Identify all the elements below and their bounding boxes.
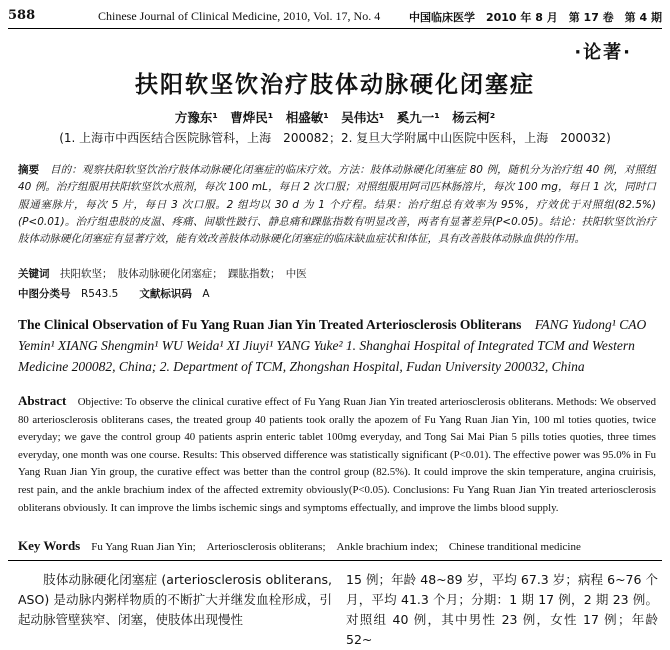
header-rule xyxy=(8,28,662,29)
abstract-rule xyxy=(8,560,662,561)
title-en-main: The Clinical Observation of Fu Yang Ruan Jian Yin Treated Arteriosclerosis Obliterans xyxy=(18,317,522,332)
body-left-text: 肢体动脉硬化闭塞症 (arteriosclerosis obliterans, ASO) 是动脉内粥样物质的不断扩大并继发血栓形成，引起动脉管壁狭窄、闭塞，使肢体出现慢性 xyxy=(18,572,332,627)
abstract-en xyxy=(18,392,656,517)
title-en-authors-affiliations: FANG Yudong¹ CAO Yemin¹ XIANG Shengmin¹ WU Weida¹ XI Jiuyi¹ YANG Yuke² 1. Shanghai Hospital of Integrated TCM and Western Medicine 200082, China; 2. Department of TCM, Zhongshan Hospital, Fudan University 200032, China xyxy=(18,317,647,374)
journal-title-cn: 中国临床医学 2010 年 8 月 第 17 卷 第 4 期 xyxy=(408,11,662,24)
doc-code-label: 文献标识码 xyxy=(139,288,192,300)
body-right-text: 15 例；年龄 48~89 岁，平均 67.3 岁；病程 6~76 个月，平均 41.3 个月；分期：1 期 17 例，2 期 23 例。对照组 40 例，其中男性 23 例，女性 17 例；年龄 52~ xyxy=(346,572,658,647)
article-title-en xyxy=(18,314,658,377)
abstract-cn-label: 摘要 xyxy=(18,164,40,176)
clc-value: R543.5 xyxy=(81,288,119,300)
article-title-cn: 扶阳软坚饮治疗肢体动脉硬化闭塞症 xyxy=(135,72,535,98)
keywords-cn-label: 关键词 xyxy=(18,268,50,280)
affiliation-cn: (1. 上海市中西医结合医院脉管科，上海 200082；2. 复旦大学附属中山医院中医科，上海 200032) xyxy=(59,131,611,145)
abstract-en-label: Abstract xyxy=(18,393,67,408)
abstract-en-text: Objective: To observe the clinical curative effect of Fu Yang Ruan Jian Yin treated arteriosclerosis obliterans. Methods: We observed 80 arteriosclerosis obliterans cases, the treated group 40 patients took orally the apozem of Fu Yang Ruan Jian Yin, 100 ml toties quoties, twice everyday; we gave the control group 40 patients asprin enteric tablet 100mg everyday, and Tong Sai Mai Pian 5 pills toties quoties, three times everyday, one month was one course. Results: This observed difference was statistically significant (P<0.01). The effective power was 95.0% in Fu Yang Ruan Jian Yin group, the curative effect was better than the control group (82.5%). It could improve the skin temperature, angina cruirisis, rest pain, and the ankle brachium index of the affected extremity obviously(P<0.05). Conclusions: Fu Yang Ruan Jian Yin treated arteriosclerosis obliterans obviously. It can improve the limbs ischemic sings and symptoms effectually, and improve the limbs blood supply. xyxy=(18,396,656,514)
keywords-cn xyxy=(18,266,307,281)
clc-label: 中图分类号 xyxy=(18,288,71,300)
abstract-cn-text: 目的：观察扶阳软坚饮治疗肢体动脉硬化闭塞症的临床疗效。方法：肢体动脉硬化闭塞症 80 例，随机分为治疗组 40 例，对照组 40 例。治疗组服用扶阳软坚饮水煎剂，每次 100 mL，每日 2 次口服；对照组服用阿司匹林肠溶片，每次 100 mg，每日 1 次，同时口服通塞脉片，每次 5 片，每日 3 次口服。2 组均以 30 d 为 1 个疗程。结果：治疗组总有效率为 95%，疗效优于对照组(82.5%)(P<0.01)。治疗组患肢的皮温、疼痛、间歇性跛行、静息痛和踝肱指数有明显改善，两者有显著差异(P<0.05)。结论：扶阳软坚饮治疗肢体动脉硬化闭塞症有显著疗效，能有效改善肢体动脉硬化闭塞症的临床缺血症状和体征，具有改善肢体动脉血供的作用。 xyxy=(18,164,657,246)
body-column-right xyxy=(346,570,658,650)
body-column-left xyxy=(18,570,332,630)
authors-cn: 方豫东¹ 曹烨民¹ 相盛敏¹ 吴伟达¹ 奚九一¹ 杨云柯² xyxy=(174,110,496,125)
keywords-cn-text: 扶阳软坚； 肢体动脉硬化闭塞症； 踝肱指数； 中医 xyxy=(60,268,307,280)
journal-title-en: Chinese Journal of Clinical Medicine, 2010, Vol. 17, No. 4 xyxy=(98,9,381,23)
keywords-en-label: Key Words xyxy=(18,538,81,553)
abstract-cn xyxy=(18,162,656,248)
running-header xyxy=(8,8,662,26)
doc-code-value: A xyxy=(202,288,210,300)
page-number: 588 xyxy=(8,8,36,23)
keywords-en-text: Fu Yang Ruan Jian Yin; Arteriosclerosis obliterans; Ankle brachium index; Chinese tranditional medicine xyxy=(91,541,581,553)
section-tag: ·论著· xyxy=(574,42,632,63)
classification-cn xyxy=(18,286,210,301)
keywords-en xyxy=(18,538,581,554)
